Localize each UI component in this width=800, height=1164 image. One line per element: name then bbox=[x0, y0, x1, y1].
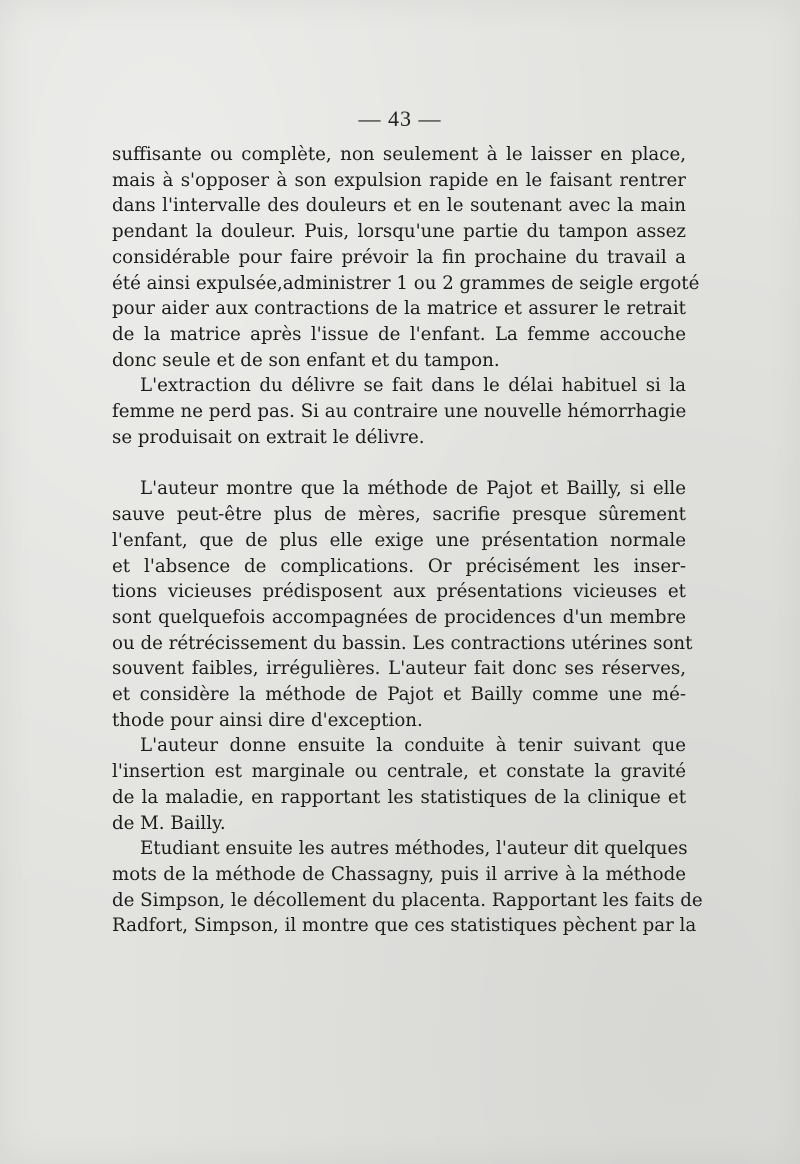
paragraph-gap bbox=[112, 450, 686, 476]
text-line: de la maladie, en rapportant les statistiques de la clinique et bbox=[112, 786, 686, 808]
text-line: Etudiant ensuite les autres méthodes, l'auteur dit quelques bbox=[140, 838, 688, 860]
text-line: considérable pour faire prévoir la fin prochaine du travail a bbox=[112, 246, 686, 268]
text-line: L'extraction du délivre se fait dans le délai habituel si la bbox=[140, 375, 686, 397]
paragraph bbox=[112, 476, 693, 733]
text-line: thode pour ainsi dire d'exception. bbox=[112, 709, 423, 731]
text-line: sont quelquefois accompagnées de procidences d'un membre bbox=[112, 606, 686, 628]
paragraph bbox=[112, 733, 686, 836]
text-line: l'insertion est marginale ou centrale, et constate la gravité bbox=[112, 761, 686, 783]
text-line: tions vicieuses prédisposent aux présentations vicieuses et bbox=[112, 581, 686, 603]
paragraph bbox=[112, 836, 703, 939]
paragraph bbox=[112, 142, 700, 373]
page-number: — 43 — bbox=[358, 106, 442, 131]
text-line: et considère la méthode de Pajot et Bailly comme une mé- bbox=[112, 684, 686, 706]
text-line: été ainsi expulsée,administrer 1 ou 2 grammes de seigle ergoté bbox=[112, 272, 700, 294]
text-line: suffisante ou complète, non seulement à le laisser en place, bbox=[112, 144, 686, 165]
text-line: Radfort, Simpson, il montre que ces statistiques pèchent par la bbox=[112, 915, 697, 937]
text-line: pendant la douleur. Puis, lorsqu'une partie du tampon assez bbox=[112, 221, 686, 243]
text-line: femme ne perd pas. Si au contraire une nouvelle hémorrhagie bbox=[112, 401, 687, 423]
text-line: se produisait on extrait le délivre. bbox=[112, 426, 425, 448]
text-line: donc seule et de son enfant et du tampon. bbox=[112, 349, 500, 371]
text-line: de M. Bailly. bbox=[112, 812, 226, 834]
text-line: sauve peut-être plus de mères, sacrifie presque sûrement bbox=[112, 504, 686, 526]
paragraph bbox=[112, 373, 686, 450]
text-line: et l'absence de complications. Or précisément les inser- bbox=[112, 555, 686, 577]
text-line: L'auteur montre que la méthode de Pajot et Bailly, si elle bbox=[140, 478, 686, 500]
text-line: de Simpson, le décollement du placenta. Rapportant les faits de bbox=[112, 889, 703, 911]
text-line: mais à s'opposer à son expulsion rapide en le faisant rentrer bbox=[112, 169, 686, 191]
text-line: mots de la méthode de Chassagny, puis il arrive à la méthode bbox=[112, 863, 686, 885]
text-line: dans l'intervalle des douleurs et en le soutenant avec la main bbox=[112, 195, 686, 217]
text-line: ou de rétrécissement du bassin. Les contractions utérines sont bbox=[112, 632, 693, 654]
text-line: L'auteur donne ensuite la conduite à tenir suivant que bbox=[140, 735, 686, 757]
text-line: pour aider aux contractions de la matrice et assurer le retrait bbox=[112, 298, 686, 320]
text-line: de la matrice après l'issue de l'enfant. La femme accouche bbox=[112, 323, 686, 345]
text-line: l'enfant, que de plus elle exige une présentation normale bbox=[112, 529, 686, 551]
body-text bbox=[112, 142, 703, 939]
text-line: souvent faibles, irrégulières. L'auteur fait donc ses réserves, bbox=[112, 658, 686, 680]
